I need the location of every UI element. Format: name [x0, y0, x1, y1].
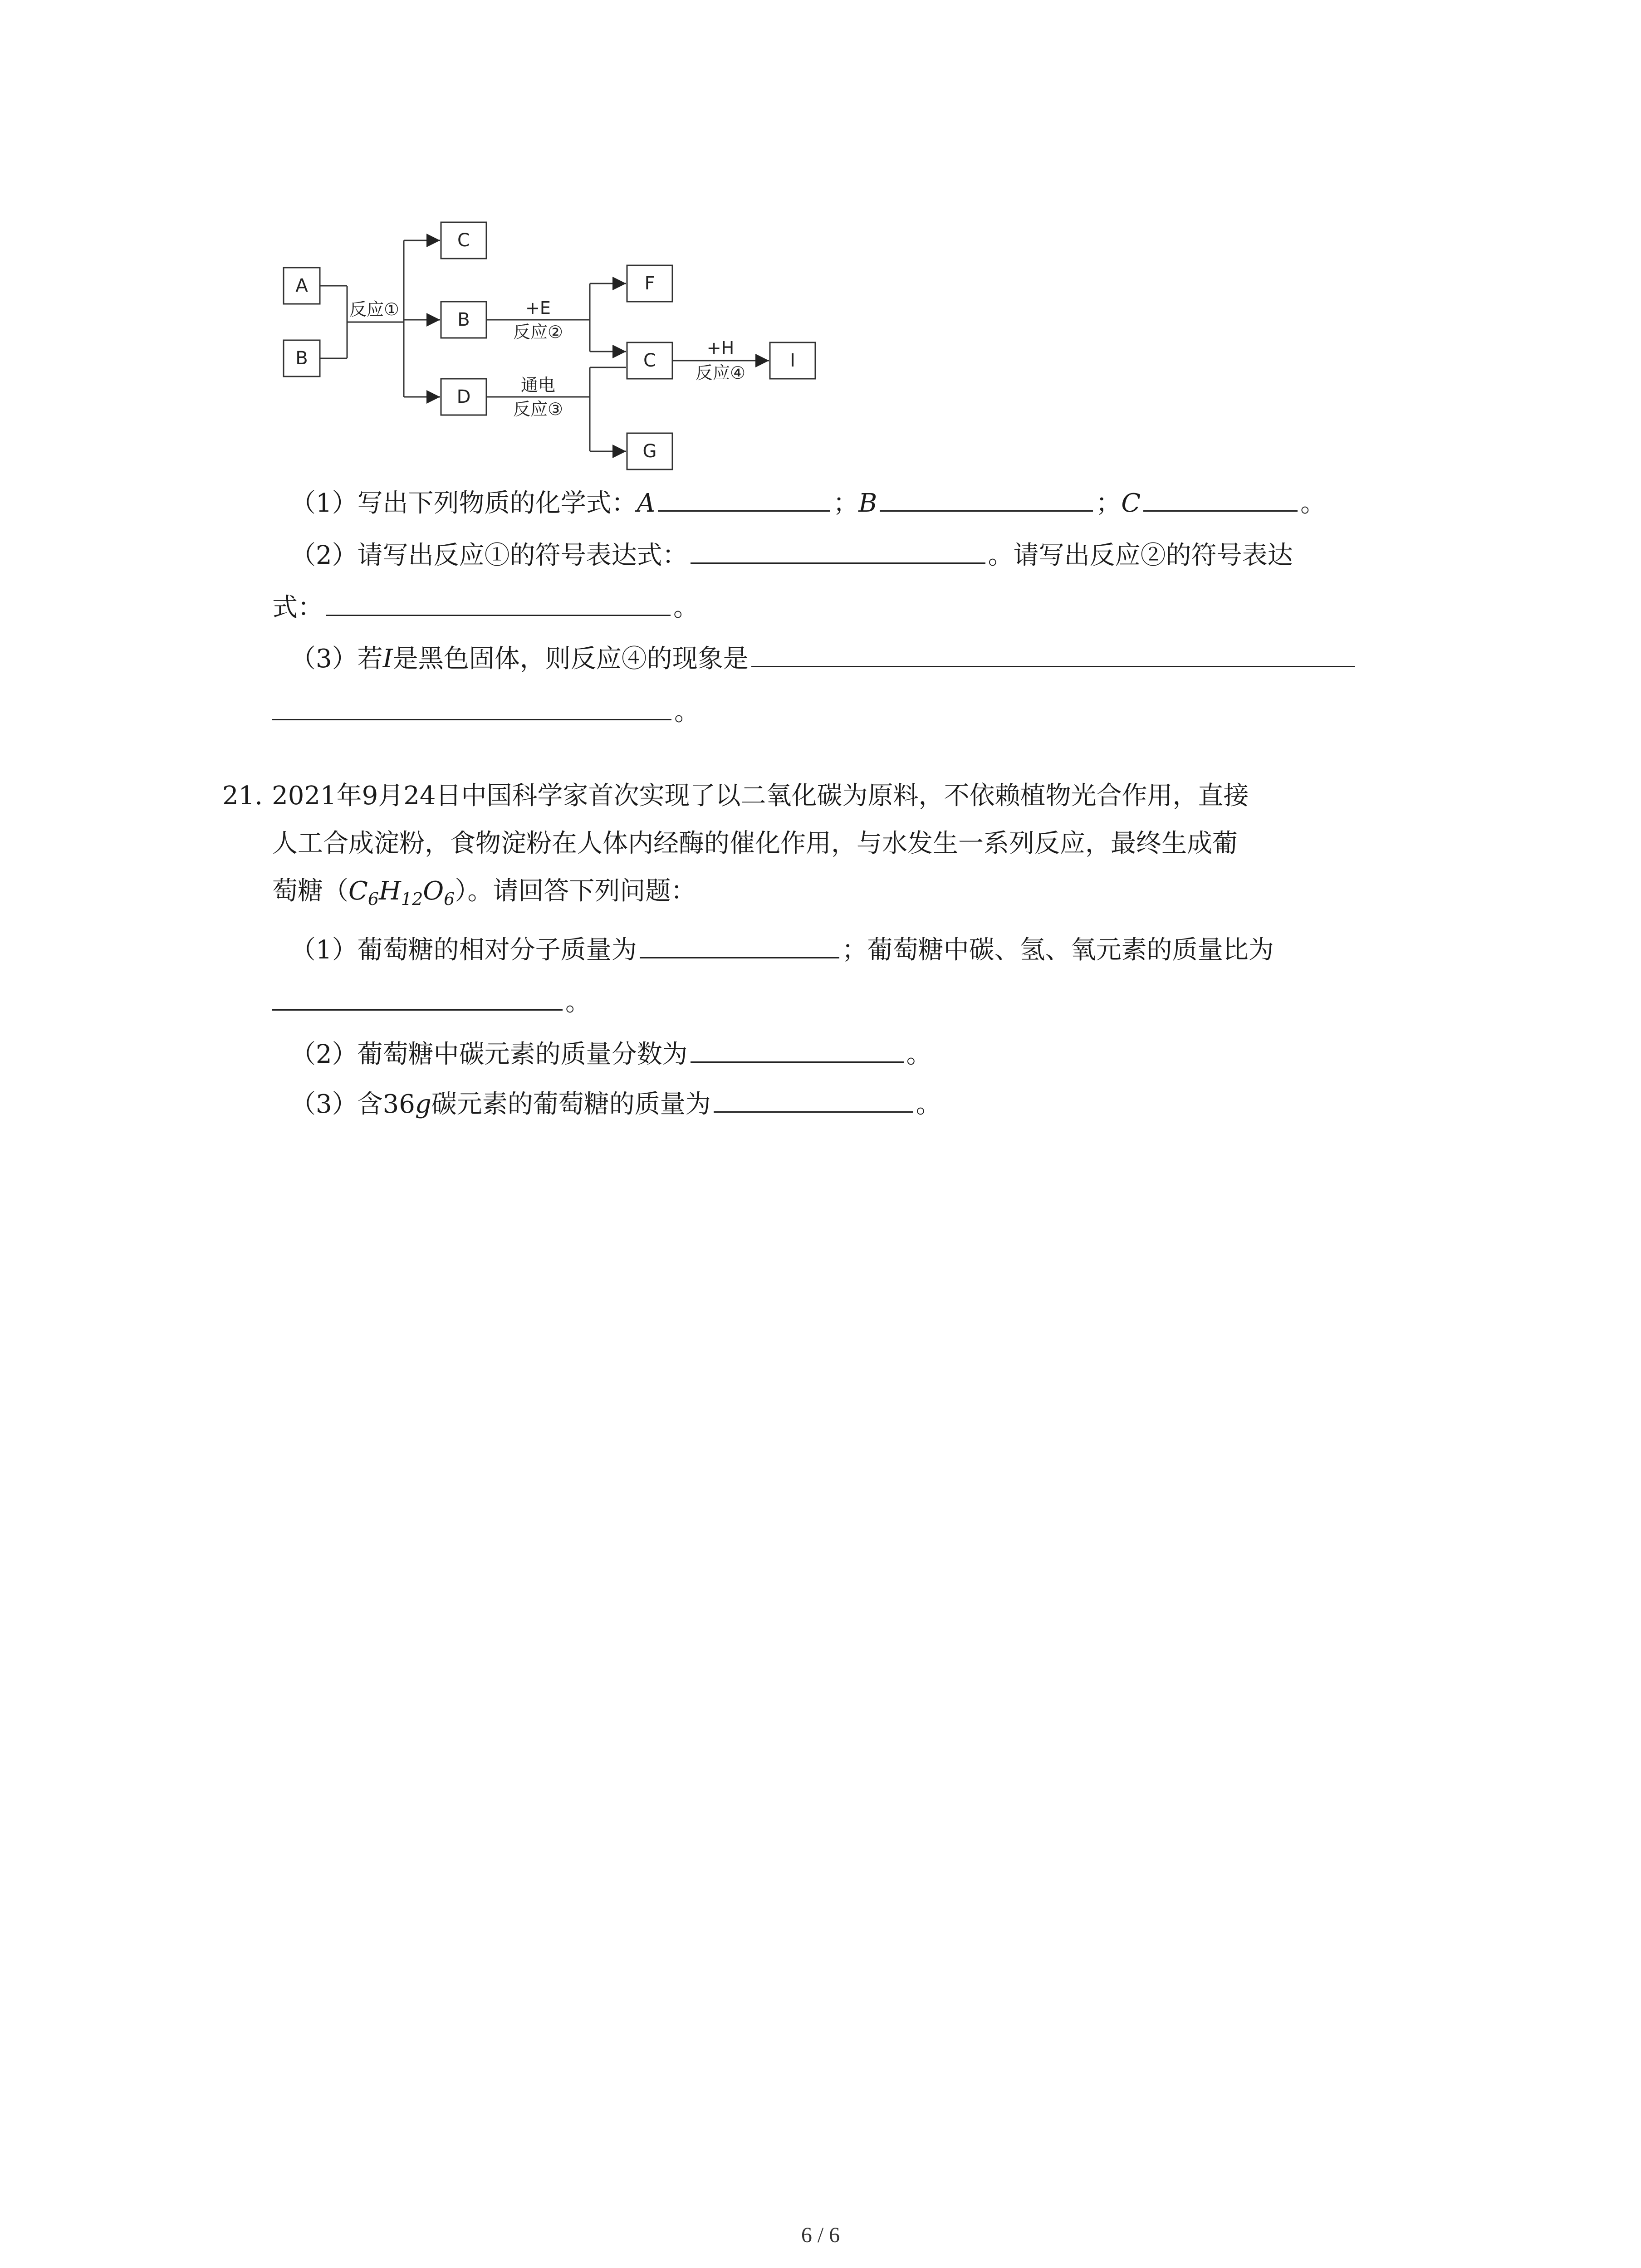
period: 。 — [565, 987, 591, 1017]
node-b-mid-label: B — [457, 309, 470, 330]
q21-line2-text: 人工合成淀粉，食物淀粉在人体内经酶的催化作用，与水发生一系列反应，最终生成葡 — [272, 829, 1238, 858]
answer-blank-carbon-fraction[interactable] — [691, 1034, 904, 1063]
q21-stem-line1 — [222, 778, 1249, 814]
unit-g: g — [415, 1090, 431, 1119]
reaction4-top-label: +H — [706, 338, 735, 358]
q21-part2-prefix: （2）葡萄糖中碳元素的质量分数为 — [290, 1040, 688, 1069]
q21-part3 — [290, 1084, 941, 1123]
node-b-left-label: B — [295, 348, 308, 369]
period: 。 — [1300, 489, 1326, 518]
node-c-top-label: C — [457, 230, 470, 251]
q20-part3-prefix: （3）若 — [290, 644, 383, 674]
answer-blank-b[interactable] — [880, 483, 1093, 512]
q21-line1-text: 2021年9月24日中国科学家首次实现了以二氧化碳为原料，不依赖植物光合作用，直接 — [272, 781, 1249, 811]
reaction3-top-label: 通电 — [520, 375, 556, 395]
q21-part1-prefix: （1）葡萄糖的相对分子质量为 — [290, 935, 637, 965]
reaction-flow-diagram — [272, 218, 844, 472]
answer-blank-reaction2[interactable] — [326, 587, 671, 616]
answer-blank-reaction1[interactable] — [691, 535, 985, 564]
q21-line3-pre: 萄糖（ — [272, 876, 348, 906]
node-i-label: I — [790, 350, 795, 371]
q20-part3 — [290, 639, 1357, 677]
glucose-formula: $C_6H_{12}O_6$ — [348, 876, 455, 909]
reaction2-label: 反应② — [513, 322, 563, 342]
separator: ； — [1096, 489, 1122, 518]
node-g-label: G — [642, 441, 657, 462]
answer-blank-a[interactable] — [658, 483, 830, 512]
q20-part2-mid: 。请写出反应②的符号表达 — [988, 541, 1293, 570]
period: 。 — [674, 697, 700, 727]
q21-stem-line3 — [272, 873, 696, 917]
node-d-label: D — [456, 386, 471, 407]
period: 。 — [916, 1090, 941, 1119]
answer-blank-phenomenon-cont[interactable] — [272, 692, 671, 720]
page-number: 6 / 6 — [801, 2223, 840, 2247]
q21-part3-rest: 碳元素的葡萄糖的质量为 — [431, 1090, 711, 1119]
q21-part1-cont — [272, 982, 591, 1021]
q21-part1 — [290, 930, 1274, 968]
reaction3-label: 反应③ — [513, 399, 563, 419]
node-a-label: A — [295, 275, 308, 296]
period: 。 — [673, 593, 699, 622]
q21-stem-line2 — [272, 826, 1238, 862]
node-f-label: F — [644, 273, 655, 294]
q20-part1 — [290, 483, 1326, 522]
q21-part3-prefix: （3）含36 — [290, 1090, 415, 1119]
q20-part3-rest: 是黑色固体，则反应④的现象是 — [392, 644, 749, 674]
q21-part1-mid: ；葡萄糖中碳、氢、氧元素的质量比为 — [842, 935, 1274, 965]
var-c: C — [1121, 489, 1141, 518]
period: 。 — [906, 1040, 932, 1069]
q20-part1-prefix: （1）写出下列物质的化学式： — [290, 489, 637, 518]
var-b: B — [858, 489, 877, 518]
reaction4-label: 反应④ — [695, 363, 746, 383]
answer-blank-glucose-mass[interactable] — [714, 1084, 913, 1113]
q20-part3-cont — [272, 692, 700, 730]
q20-part2-prefix: （2）请写出反应①的符号表达式： — [290, 541, 688, 570]
question-number: 21. — [222, 781, 263, 811]
q20-part2 — [290, 535, 1293, 574]
reaction1-label: 反应① — [349, 299, 400, 319]
node-c-mid-label: C — [643, 350, 656, 371]
separator: ； — [833, 489, 859, 518]
q21-part2 — [290, 1034, 932, 1073]
q20-part2-cont — [272, 587, 699, 626]
answer-blank-mass-ratio[interactable] — [272, 982, 563, 1011]
var-a: A — [637, 489, 656, 518]
q20-part2-cont-text: 式： — [272, 593, 323, 622]
answer-blank-c[interactable] — [1143, 483, 1298, 512]
answer-blank-molecular-mass[interactable] — [640, 930, 839, 958]
var-i: I — [382, 644, 393, 674]
answer-blank-phenomenon[interactable] — [751, 639, 1355, 667]
reaction2-top-label: +E — [525, 298, 551, 318]
q21-line3-post: ）。请回答下列问题： — [455, 876, 696, 906]
